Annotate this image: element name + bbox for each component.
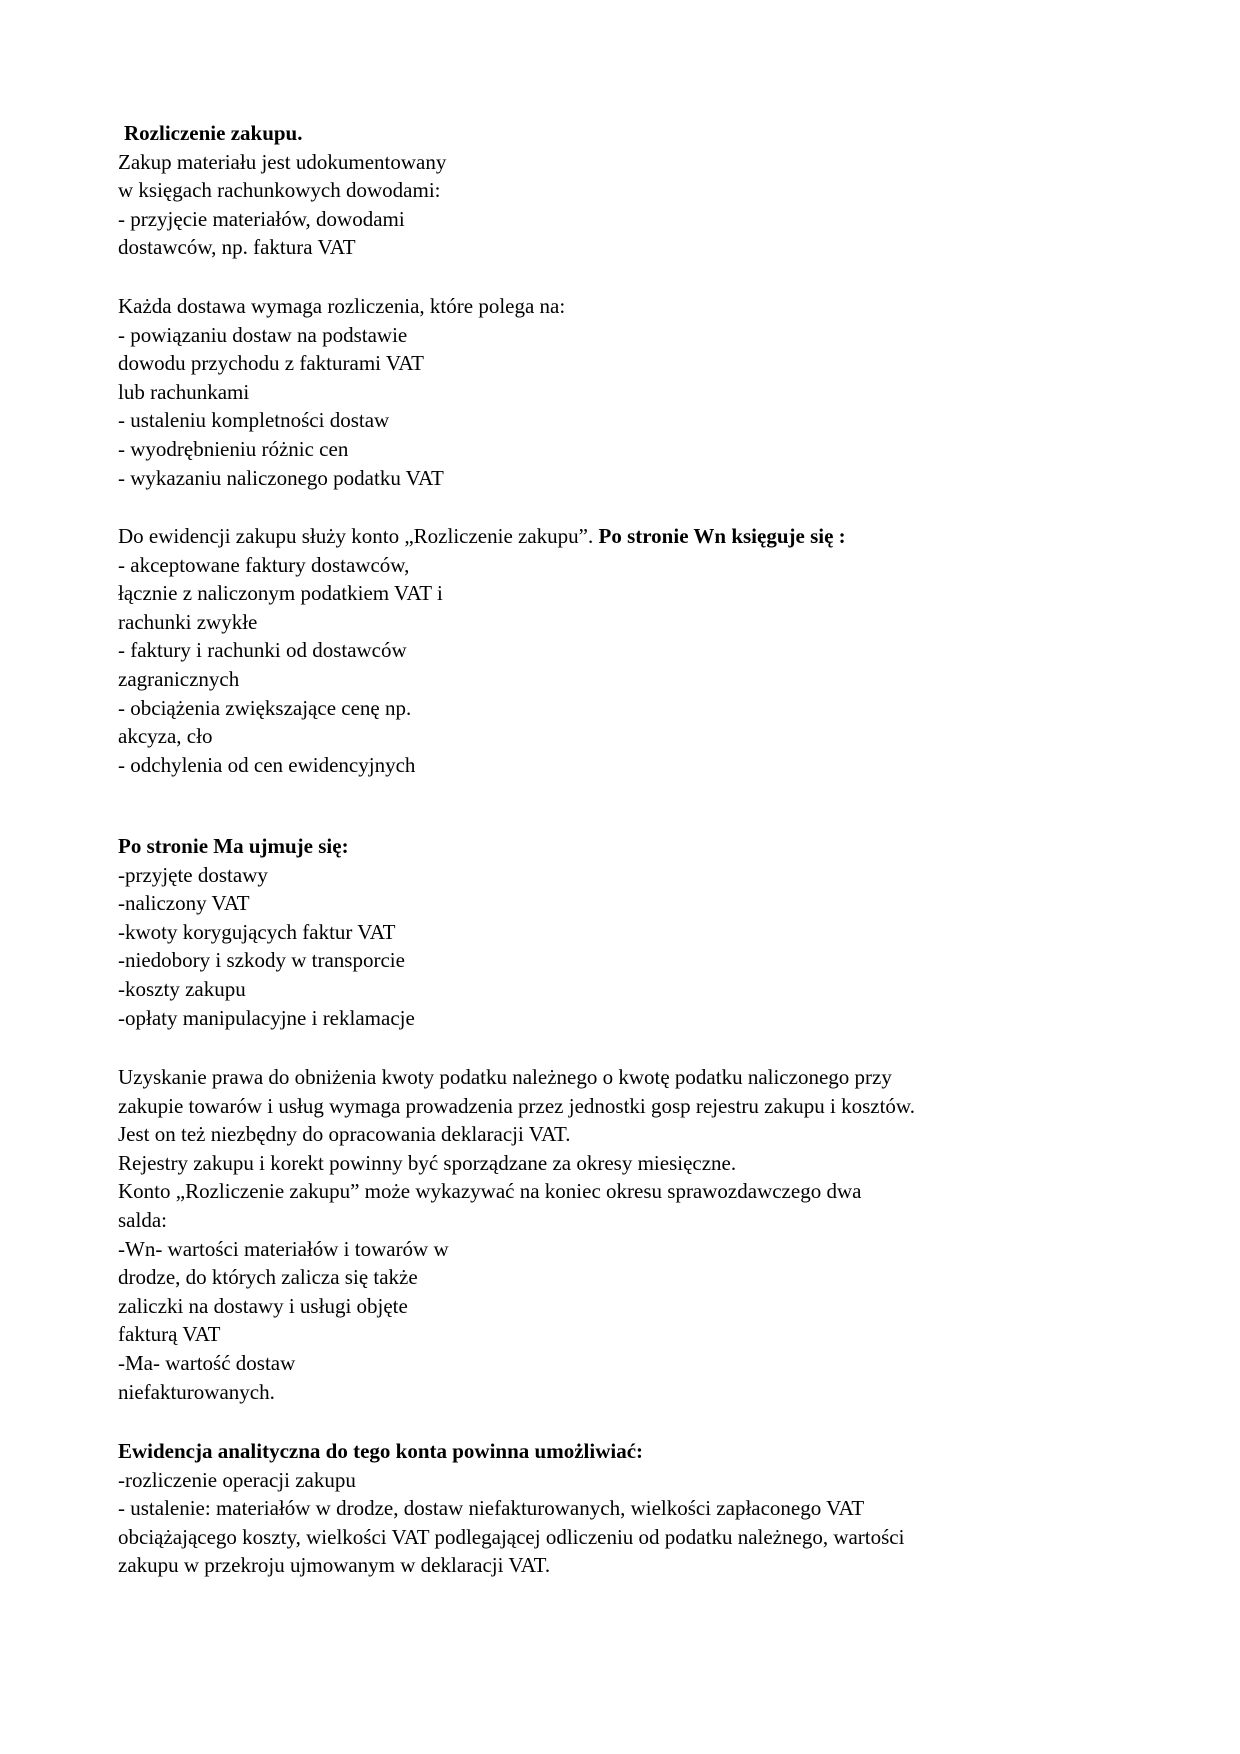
text-line: -naliczony VAT — [118, 891, 250, 916]
text-line: rachunki zwykłe — [118, 609, 258, 634]
text-line: w księgach rachunkowych dowodami: — [118, 178, 441, 203]
text-line: -opłaty manipulacyjne i reklamacje — [118, 1005, 415, 1030]
text-line: - wyodrębnieniu różnic cen — [118, 436, 349, 461]
text-line: Zakup materiału jest udokumentowany — [118, 149, 447, 174]
text-line: lub rachunkami — [118, 379, 250, 404]
text-line: dowodu przychodu z fakturami VAT — [118, 351, 424, 376]
text-line: zakupu w przekroju ujmowanym w deklaracji VAT. — [118, 1553, 551, 1578]
text-line: - ustalenie: materiałów w drodze, dostaw niefakturowanych, wielkości zapłaconego VAT — [118, 1496, 865, 1521]
text-line: - akceptowane faktury dostawców, — [118, 552, 410, 577]
text-line: Rejestry zakupu i korekt powinny być sporządzane za okresy miesięczne. — [118, 1150, 737, 1175]
text-line: -niedobory i szkody w transporcie — [118, 948, 405, 973]
section-credit-side — [118, 832, 415, 1032]
text-line: -koszty zakupu — [118, 976, 246, 1001]
text-line: - wykazaniu naliczonego podatku VAT — [118, 465, 444, 490]
section-debit-side — [118, 522, 846, 779]
text-line: - ustaleniu kompletności dostaw — [118, 408, 390, 433]
text-line: - powiązaniu dostaw na podstawie — [118, 322, 408, 347]
text-line: drodze, do których zalicza się także — [118, 1265, 418, 1290]
text-line: - obciążenia zwiększające cenę np. — [118, 695, 412, 720]
debit-intro-line — [118, 522, 846, 551]
text-line: zagranicznych — [118, 666, 240, 691]
text-line: dostawców, np. faktura VAT — [118, 235, 356, 260]
text-line: Konto „Rozliczenie zakupu” może wykazywać na koniec okresu sprawozdawczego dwa — [118, 1179, 862, 1204]
section-settlement — [118, 292, 565, 492]
text-line: Każda dostawa wymaga rozliczenia, które polega na: — [118, 294, 566, 318]
text-line: -Wn- wartości materiałów i towarów w — [118, 1236, 449, 1261]
credit-heading: Po stronie Ma ujmuje się: — [118, 834, 349, 858]
document-title: Rozliczenie zakupu. — [124, 121, 303, 145]
text-line: akcyza, cło — [118, 724, 213, 749]
text-line: Jest on też niezbędny do opracowania deklaracji VAT. — [118, 1122, 571, 1147]
text-line: - odchylenia od cen ewidencyjnych — [118, 752, 416, 777]
debit-intro-text: Do ewidencji zakupu służy konto „Rozliczenie zakupu”. — [118, 524, 599, 548]
text-line: Uzyskanie prawa do obniżenia kwoty podatku należnego o kwotę podatku naliczonego przy — [118, 1065, 892, 1089]
text-line: -Ma- wartość dostaw — [118, 1350, 296, 1375]
text-line: salda: — [118, 1207, 167, 1232]
text-line: obciążającego koszty, wielkości VAT podlegającej odliczeniu od podatku należnego, wartości — [118, 1524, 905, 1549]
analytics-heading: Ewidencja analityczna do tego konta powinna umożliwiać: — [118, 1439, 644, 1463]
text-line: zaliczki na dostawy i usługi objęte — [118, 1293, 408, 1318]
text-line: - przyjęcie materiałów, dowodami — [118, 206, 405, 231]
text-line: -rozliczenie operacji zakupu — [118, 1467, 356, 1492]
text-line: -przyjęte dostawy — [118, 862, 268, 887]
text-line: niefakturowanych. — [118, 1379, 275, 1404]
text-line: fakturą VAT — [118, 1322, 221, 1347]
text-line: -kwoty korygujących faktur VAT — [118, 919, 396, 944]
debit-heading: Po stronie Wn księguje się : — [598, 524, 846, 548]
section-registers — [118, 1063, 915, 1406]
text-line: - faktury i rachunki od dostawców — [118, 638, 407, 663]
text-line: łącznie z naliczonym podatkiem VAT i — [118, 581, 443, 606]
text-line: zakupie towarów i usług wymaga prowadzenia przez jednostki gosp rejestru zakupu i kosztów. — [118, 1093, 915, 1118]
section-intro — [118, 119, 446, 262]
section-analytics — [118, 1437, 904, 1580]
